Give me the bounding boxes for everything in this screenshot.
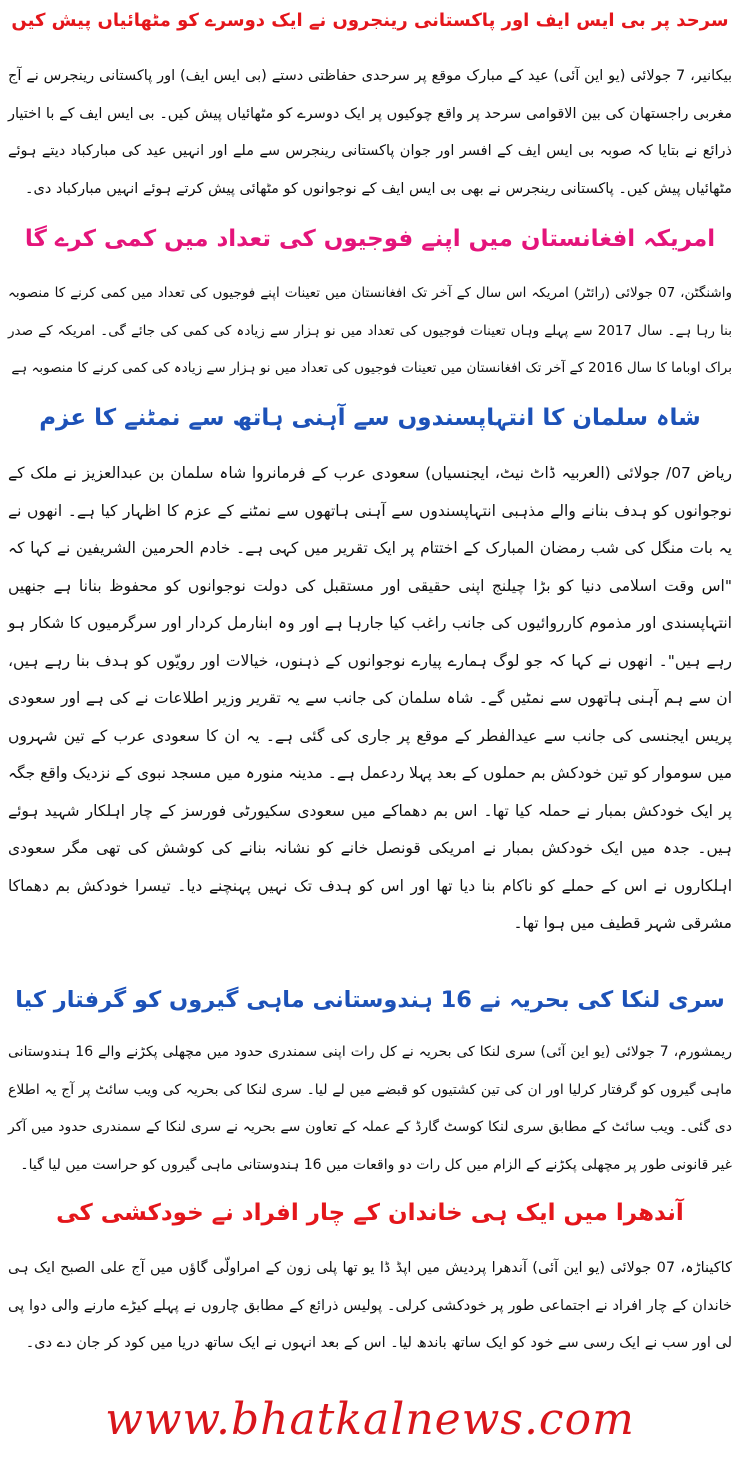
- article-body-andhra-family-suicide: کاکیناڑہ، 07 جولائی (یو این آئی) آندھرا پردیش میں اپڈ ڈا یو تھا پلی زون کے امراولّی گاؤں میں آج علی الصبح ایک ہی خاندان کے چار افراد نے اجتماعی طور پر خودکشی کرلی۔ پولیس ذرائع کے مطابق چاروں نے پہلے کیڑے مارنے والی دوا پی لی اور سب نے ایک رسی سے خود کو ایک ساتھ باندھ لیا۔ اس کے بعد انہوں نے ایک ساتھ دریا میں کود کر جان دے دی۔: [8, 1260, 732, 1351]
- headline-us-afghanistan-troops: امریکہ افغانستان میں اپنے فوجیوں کی تعداد میں کمی کرے گا: [24, 226, 716, 252]
- headline-andhra-family-suicide: آندھرا میں ایک ہی خاندان کے چار افراد نے خودکشی کی: [56, 1200, 684, 1226]
- article-body-bsf-rangers-sweets: بیکانیر، 7 جولائی (یو این آئی) عید کے مبارک موقع پر سرحدی حفاظتی دستے (بی ایس ایف) اور پاکستانی رینجرس نے آج مغربی راجستھان کی بین الاقوامی سرحد پر واقع چوکیوں پر ایک دوسرے کو مٹھائیاں پیش کیں۔ بی ایس ایف کے با اختیار ذرائع نے بتایا کہ صوبہ بی ایس ایف کے افسر اور جوان پاکستانی رینجرس سے ملے اور انہیں عید کی مبارکباد دیتے ہوئے مٹھائیاں پیش کیں۔ پاکستانی رینجرس نے بھی بی ایس ایف کے نوجوانوں کو مٹھائی پیش کرتے ہوئے انہیں مبارکباد دی۔: [8, 68, 732, 197]
- website-watermark: www.bhatkalnews.com: [105, 1394, 635, 1445]
- article-body-sri-lanka-fishermen: ریمشورم، 7 جولائی (یو این آئی) سری لنکا کی بحریہ نے کل رات اپنی سمندری حدود میں مچھلی پکڑنے والے 16 ہندوستانی ماہی گیروں کو گرفتار کرلیا اور ان کی تین کشتیوں کو قبضے میں لے لیا۔ سری لنکا کی بحریہ کی ویب سائٹ پر آج یہ اطلاع دی گئی۔ ویب سائٹ کے مطابق سری لنکا کوسٹ گارڈ کے عملہ کے تعاون سے بحریہ نے سری لنکا کے سمندری حدود میں آکر غیر قانونی طور پر مچھلی پکڑنے کے الزام میں کل رات دو واقعات میں 16 ہندوستانی ماہی گیروں کو حراست میں لیا گیا۔: [8, 1044, 733, 1173]
- headline-sri-lanka-fishermen: سری لنکا کی بحریہ نے 16 ہندوستانی ماہی گیروں کو گرفتار کیا: [15, 987, 725, 1013]
- article-body-shah-salman-extremists: ریاض 07/ جولائی (العربیہ ڈاٹ نیٹ، ایجنسیاں) سعودی عرب کے فرمانروا شاہ سلمان بن عبدالعزیز نے ملک کے نوجوانوں کو ہدف بنانے والے مذہبی انتہاپسندوں سے آہنی ہاتھوں سے نمٹنے کے عزم کا اظہار کیا ہے۔ انھوں نے یہ بات منگل کی شب رمضان المبارک کے اختتام پر ایک تقریر میں کہی ہے۔ خادم الحرمین الشریفین نے کہا کہ "اس وقت اسلامی دنیا کو بڑا چیلنج اپنی حقیقی اور مستقبل کی دولت نوجوانوں کو محفوظ بنانا ہے جنھیں انتہاپسندی اور مذموم کارروائیوں کی جانب راغب کیا جارہا ہے اور وہ ابنارمل کردار اور سرگرمیوں کا شکار ہو رہے ہیں"۔ انھوں نے کہا کہ جو لوگ ہمارے پیارے نوجوانوں کے ذہنوں، خیالات اور رویّوں کو ہدف بنا رہے ہیں، ان سے ہم آہنی ہاتھوں سے نمٹیں گے۔ شاہ سلمان کی جانب سے یہ تقریر وزیر اطلاعات نے کی ہے اور سعودی پریس ایجنسی کی جانب سے عیدالفطر کے موقع پر جاری کی گئی ہے۔ یہ ان کا سعودی عرب کے تین شہروں میں سوموار کو تین خودکش بم حملوں کے بعد پہلا ردعمل ہے۔ مدینہ منورہ میں مسجد نبوی کے نزدیک واقع جگہ پر ایک خودکش بمبار نے حملہ کیا تھا۔ اس بم دھماکے میں سعودی سکیورٹی فورسز کے چار اہلکار شہید ہوئے ہیں۔ جدہ میں ایک خودکش بمبار نے امریکی قونصل خانے کو نشانہ بنانے کی کوشش کی تھی مگر سعودی اہلکاروں نے اس کے حملے کو ناکام بنا دیا تھا اور اس کو ہدف تک نہیں پہنچنے دیا۔ تیسرا خودکش بم دھماکا مشرقی شہر قطیف میں ہوا تھا۔: [8, 464, 732, 932]
- article-body-us-afghanistan-troops: واشنگٹن، 07 جولائی (رائٹر) امریکہ اس سال کے آخر تک افغانستان میں تعینات اپنے فوجیوں کی تعداد میں کمی کرنے کا منصوبہ بنا رہا ہے۔ سال 2017 سے پہلے وہاں تعینات فوجیوں کی تعداد میں نو ہزار سے زیادہ کی کمی کی جائے گی۔ امریکہ کے صدر براک اوباما کا سال 2016 کے آخر تک افغانستان میں تعینات فوجیوں کی تعداد میں نو ہزار سے زیادہ کی کمی کرنے کا منصوبہ ہے: [8, 285, 732, 376]
- headline-bsf-rangers-sweets: سرحد پر بی ایس ایف اور پاکستانی رینجروں نے ایک دوسرے کو مٹھائیاں پیش کیں: [11, 10, 729, 31]
- headline-shah-salman-extremists: شاہ سلمان کا انتہاپسندوں سے آہنی ہاتھ سے نمٹنے کا عزم: [39, 405, 701, 431]
